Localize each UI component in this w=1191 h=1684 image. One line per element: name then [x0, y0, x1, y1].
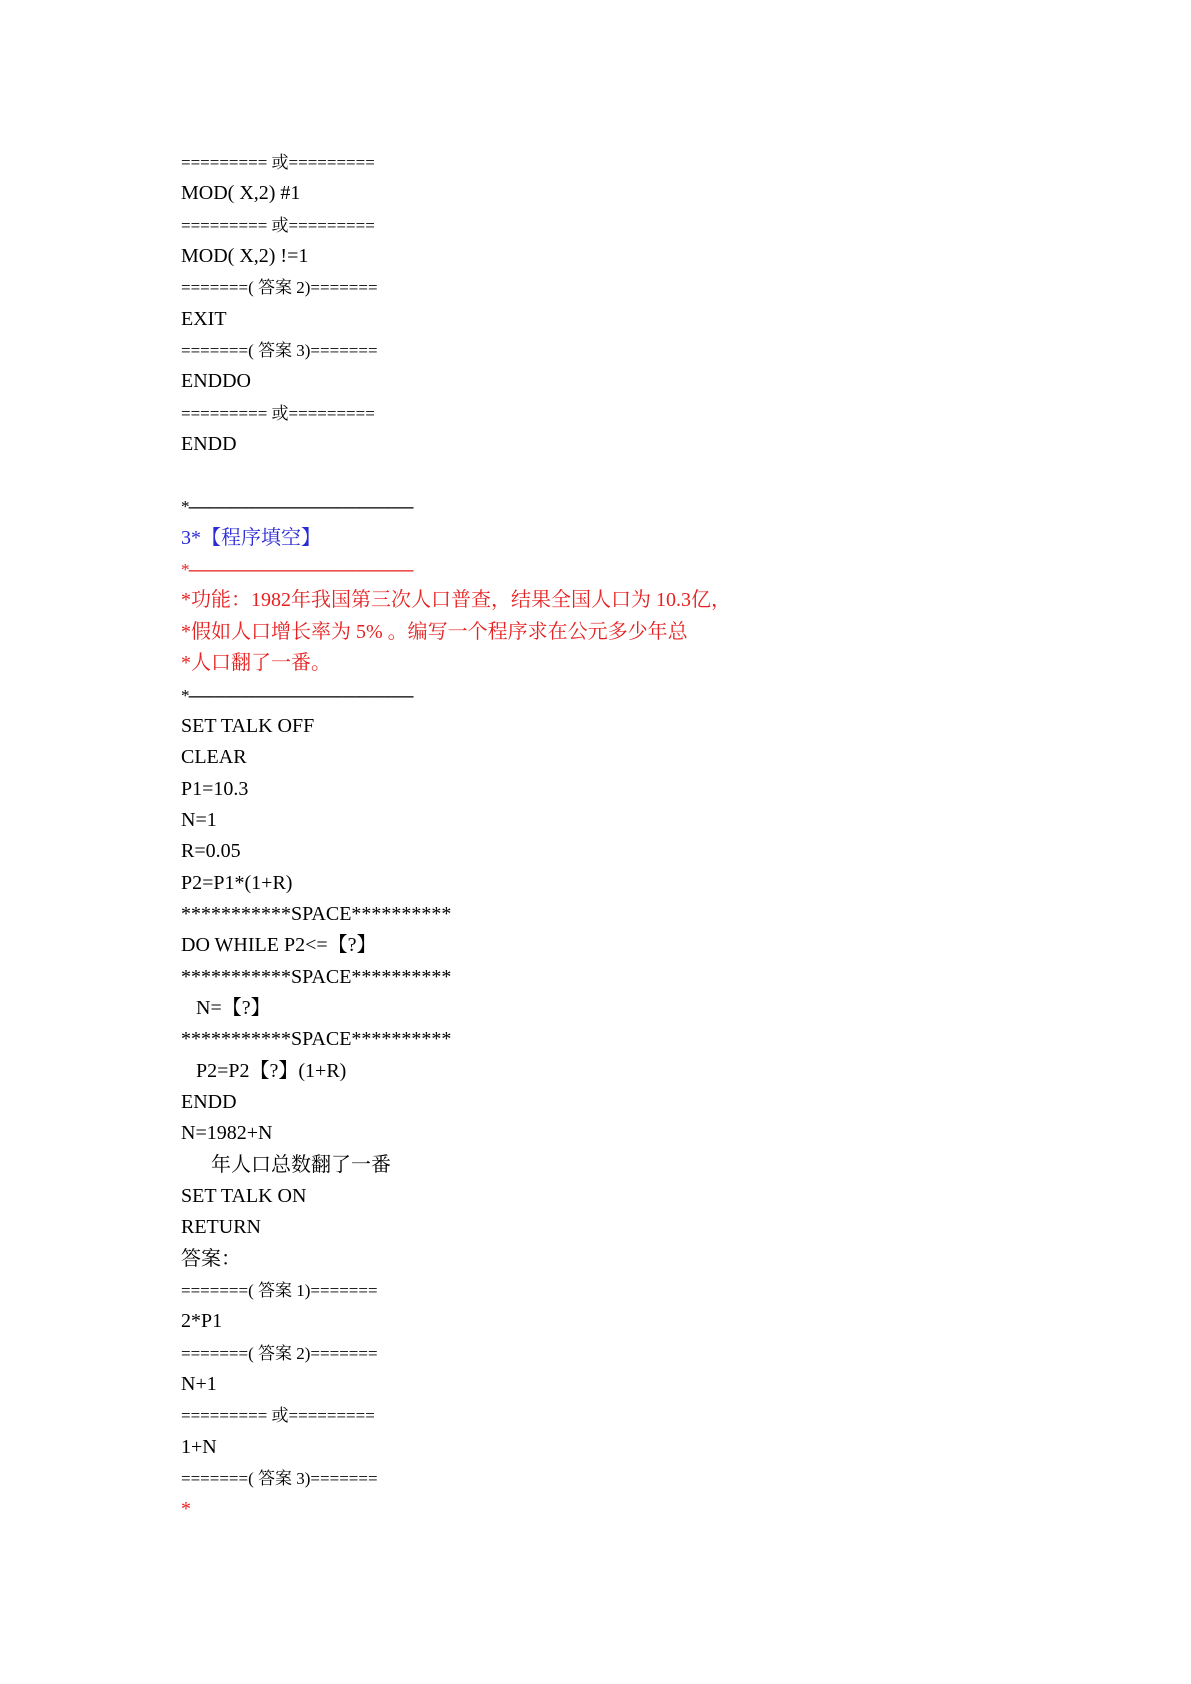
text-line: ========= 或========= — [181, 215, 375, 235]
text-line: N=【?】 — [181, 996, 271, 1019]
text-line: =======( 答案 3)======= — [181, 341, 378, 361]
text-line: 2*P1 — [181, 1310, 223, 1333]
document-page — [181, 147, 781, 1526]
text-line: P1=10.3 — [181, 777, 249, 800]
text-line: ***********SPACE********** — [181, 902, 452, 925]
text-line: ENDD — [181, 1090, 237, 1113]
text-line: ENDD — [181, 433, 237, 456]
text-line: * — [181, 1498, 191, 1521]
text-line: MOD( X,2) #1 — [181, 182, 301, 205]
text-line: N=1982+N — [181, 1122, 273, 1145]
text-line: 年人口总数翻了一番 — [181, 1153, 391, 1176]
text-line: 3*【程序填空】 — [181, 526, 321, 549]
text-line: MOD( X,2) !=1 — [181, 245, 309, 268]
text-line: SET TALK ON — [181, 1185, 307, 1207]
text-line: *人口翻了一番。 — [181, 652, 331, 675]
text-line: ========= 或========= — [181, 1406, 375, 1426]
text-line: *------------------------------------------------------ — [181, 560, 413, 580]
text-line: ========= 或========= — [181, 403, 375, 423]
text-line: ========= 或========= — [181, 153, 375, 172]
text-line: *假如人口增长率为 5% 。编写一个程序求在公元多少年总 — [181, 620, 688, 643]
text-line: RETURN — [181, 1216, 261, 1239]
text-line: *功能：1982年我国第三次人口普查，结果全国人口为 10.3亿， — [181, 589, 731, 612]
text-line: =======( 答案 2)======= — [181, 1343, 378, 1363]
text-line: N=1 — [181, 808, 217, 831]
text-line: ENDDO — [181, 370, 251, 393]
text-line: 答案： — [181, 1247, 241, 1270]
text-line: 1+N — [181, 1435, 217, 1458]
text-line: P2=P1*(1+R) — [181, 871, 293, 894]
text-line: DO WHILE P2<=【?】 — [181, 934, 377, 957]
text-line: EXIT — [181, 307, 227, 330]
text-line: SET TALK OFF — [181, 714, 315, 737]
text-line: ***********SPACE********** — [181, 965, 452, 988]
text-line: *------------------------------------------------------ — [181, 497, 413, 517]
blank-line — [181, 460, 781, 491]
text-line: P2=P2【?】(1+R) — [181, 1059, 347, 1082]
text-line: *------------------------------------------------------ — [181, 685, 413, 705]
text-line: N+1 — [181, 1373, 217, 1396]
text-line: =======( 答案 1)======= — [181, 1281, 378, 1301]
text-line: R=0.05 — [181, 840, 241, 863]
text-line: CLEAR — [181, 746, 247, 769]
text-line: ***********SPACE********** — [181, 1028, 452, 1051]
text-line: =======( 答案 3)======= — [181, 1469, 378, 1489]
text-line: =======( 答案 2)======= — [181, 278, 378, 298]
